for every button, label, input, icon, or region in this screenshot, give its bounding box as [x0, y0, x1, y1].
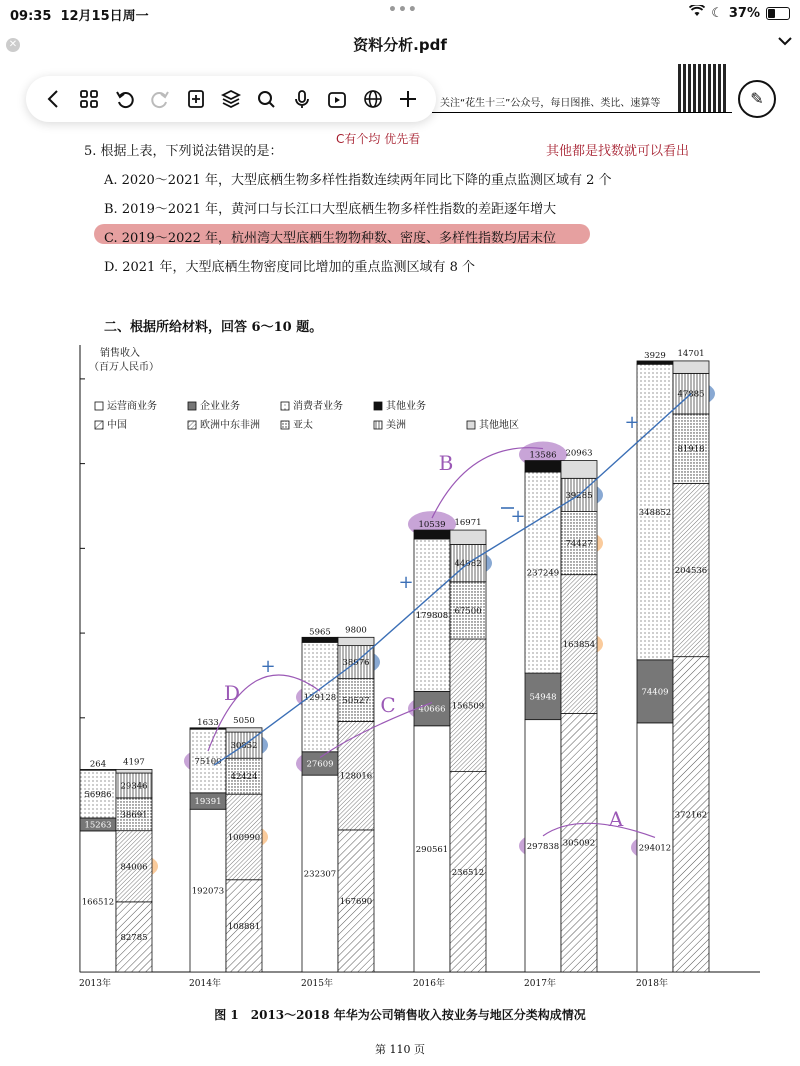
business-value-label: 15263 [84, 820, 112, 831]
legend-label: 其他地区 [479, 420, 519, 431]
handwritten-label: C [380, 693, 396, 717]
region-value-label: 236512 [451, 867, 485, 878]
legend-swatch [281, 421, 289, 429]
close-icon[interactable]: ✕ [6, 38, 20, 52]
region-value-label: 74427 [565, 539, 593, 550]
business-segment [80, 769, 116, 770]
region-value-label: 372162 [674, 810, 708, 821]
legend-swatch [467, 421, 475, 429]
region-value-label: 167690 [339, 896, 373, 907]
region-value-label: 16971 [454, 518, 482, 529]
legend-label: 美洲 [386, 420, 406, 431]
battery-percent: 37% [728, 5, 760, 21]
region-value-label: 20963 [565, 448, 593, 459]
pencil-icon[interactable]: ✎ [738, 80, 776, 118]
business-value-label: 232307 [303, 869, 337, 880]
region-segment [116, 769, 152, 773]
region-value-label: 305092 [562, 838, 596, 849]
business-segment [302, 637, 338, 642]
region-value-label: 30852 [230, 741, 258, 752]
option-a: A. 2020～2021 年，大型底栖生物多样性指数连续两年同比下降的重点监测区域有 2 个 [104, 173, 612, 188]
business-value-label: 192073 [191, 886, 225, 897]
option-c: C. 2019～2022 年，杭州湾大型底栖生物物种数、密度、多样性指数均居末位 [104, 231, 557, 246]
region-value-label: 9800 [345, 625, 367, 636]
region-value-label: 204536 [674, 566, 708, 577]
legend-label: 运营商业务 [107, 401, 157, 412]
handwritten-label: + [260, 656, 276, 677]
handwritten-label: + [398, 572, 414, 593]
handwritten-label: + [510, 506, 526, 527]
region-value-label: 38976 [342, 658, 370, 669]
x-tick-label: 2013年 [79, 979, 111, 989]
option-d: D. 2021 年，大型底栖生物密度同比增加的重点监测区域有 8 个 [104, 260, 475, 275]
region-value-label: 100990 [227, 832, 261, 843]
legend-label: 消费者业务 [293, 401, 343, 412]
business-value-label: 27609 [306, 759, 334, 770]
question-stem: 5. 根据上表，下列说法错误的是： [84, 144, 283, 159]
moon-icon: ☾ [711, 5, 723, 21]
region-value-label: 82785 [120, 932, 148, 943]
region-value-label: 29346 [120, 781, 148, 792]
legend-swatch [188, 421, 196, 429]
region-value-label: 50527 [342, 696, 370, 707]
region-segment [226, 728, 262, 732]
business-value-label: 1633 [197, 717, 219, 728]
region-value-label: 163854 [562, 640, 596, 651]
business-value-label: 13586 [529, 450, 557, 461]
handwritten-label: D [223, 681, 241, 705]
business-segment [190, 728, 226, 729]
handwritten-label: + [624, 412, 640, 433]
business-value-label: 294012 [638, 843, 672, 854]
x-tick-label: 2017年 [524, 979, 556, 989]
business-value-label: 166512 [81, 897, 115, 908]
region-value-label: 42424 [230, 772, 258, 783]
legend-swatch [374, 402, 382, 410]
multitask-dots[interactable]: ••• [388, 2, 418, 18]
business-value-label: 297838 [526, 841, 560, 852]
legend-swatch [95, 402, 103, 410]
region-value-label: 39285 [565, 490, 593, 501]
region-value-label: 67500 [454, 606, 482, 617]
business-value-label: 348852 [638, 508, 672, 519]
region-segment [450, 530, 486, 544]
business-value-label: 10539 [418, 520, 446, 531]
document-title[interactable]: 资料分析.pdf [353, 36, 447, 54]
legend-label: 中国 [107, 420, 127, 431]
y-axis-unit: （百万人民币） [89, 362, 159, 373]
region-value-label: 156509 [451, 701, 485, 712]
ad-text: 关注“花生十三”公众号，每日图推、类比、速算等 [440, 98, 661, 109]
page-number: 第 110 页 [375, 1043, 425, 1056]
region-value-label: 108881 [227, 921, 261, 932]
business-value-label: 237249 [526, 568, 560, 579]
business-value-label: 74409 [641, 687, 669, 698]
option-b: B. 2019～2021 年，黄河口与长江口大型底栖生物多样性指数的差距逐年增大 [104, 202, 557, 217]
handwritten-label: A [608, 807, 624, 831]
legend-swatch [281, 402, 289, 410]
region-value-label: 38691 [120, 810, 148, 821]
legend-label: 亚太 [293, 420, 313, 431]
y-axis-label: 销售收入 [100, 348, 140, 359]
section-heading: 二、根据所给材料，回答 6～10 题。 [104, 320, 323, 335]
legend-label: 企业业务 [200, 401, 240, 412]
business-value-label: 19391 [194, 797, 222, 808]
business-value-label: 3929 [644, 350, 666, 361]
legend-swatch [374, 421, 382, 429]
business-value-label: 290561 [415, 844, 449, 855]
region-value-label: 84006 [120, 862, 148, 873]
handwritten-mark: - [506, 507, 508, 508]
x-tick-label: 2014年 [189, 979, 221, 989]
region-value-label: 14701 [677, 348, 705, 359]
x-tick-label: 2015年 [301, 979, 333, 989]
x-tick-label: 2018年 [636, 979, 668, 989]
business-segment [525, 461, 561, 473]
business-value-label: 264 [89, 759, 107, 770]
region-segment [673, 361, 709, 373]
handwritten-note-2: 其他都是找数就可以看出 [546, 144, 690, 159]
region-value-label: 5050 [233, 715, 255, 726]
handwritten-label: B [438, 451, 454, 475]
business-value-label: 54948 [529, 692, 557, 703]
business-segment [414, 530, 450, 539]
business-value-label: 75100 [194, 757, 222, 768]
region-segment [561, 461, 597, 479]
legend-swatch [95, 421, 103, 429]
legend-label: 欧洲中东非洲 [200, 420, 260, 431]
business-value-label: 179808 [415, 611, 449, 622]
business-value-label: 56986 [84, 789, 112, 800]
x-tick-label: 2016年 [413, 979, 445, 989]
region-segment [338, 637, 374, 645]
region-value-label: 44082 [454, 559, 482, 570]
region-value-label: 128016 [339, 771, 373, 782]
status-time: 09:35 12月15日周一 [10, 9, 149, 24]
region-value-label: 47885 [677, 389, 705, 400]
legend-label: 其他业务 [386, 401, 426, 412]
business-value-label: 40666 [418, 704, 446, 715]
region-value-label: 4197 [123, 757, 145, 768]
handwritten-note-1: C有个均 优先看 [336, 132, 421, 146]
legend-swatch [188, 402, 196, 410]
business-value-label: 5965 [309, 627, 331, 638]
chart-caption: 图 1 2013～2018 年华为公司销售收入按业务与地区分类构成情况 [214, 1008, 586, 1022]
business-value-label: 129128 [303, 693, 337, 704]
business-segment [637, 361, 673, 364]
region-value-label: 81918 [677, 444, 705, 455]
